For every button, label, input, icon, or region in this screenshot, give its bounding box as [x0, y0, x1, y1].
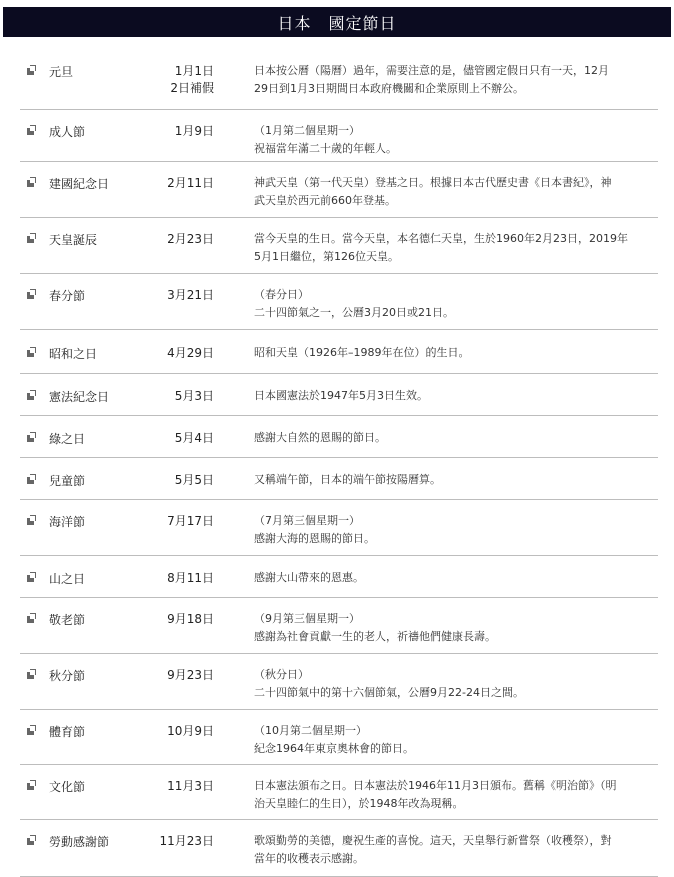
holiday-date [134, 175, 214, 192]
holiday-row [20, 416, 658, 458]
holiday-description-line: 治天皇睦仁的生日），於1948年改為現稱。 [254, 797, 464, 810]
holiday-name: 憲法紀念日 [49, 390, 110, 404]
holiday-date-note: 2日補假 [170, 81, 214, 95]
bullet-icon [27, 177, 38, 188]
holiday-date-main: 1月1日 [174, 64, 214, 78]
holiday-date-main: 11月3日 [167, 779, 214, 793]
holiday-description [254, 62, 654, 98]
holiday-row [20, 500, 658, 556]
page-title: 日本 國定節日 [277, 13, 397, 33]
holiday-description [254, 122, 654, 158]
holiday-description [254, 387, 654, 405]
bullet-icon [27, 65, 38, 76]
holiday-date-main: 11月23日 [159, 834, 214, 848]
bullet-icon [27, 125, 38, 136]
holiday-date [134, 345, 214, 362]
holiday-description-line: 祝福當年滿二十歲的年輕人。 [254, 142, 397, 155]
holiday-description-line: 日本憲法頒布之日。日本憲法於1946年11月3日頒布。舊稱《明治節》（明 [254, 779, 617, 792]
holiday-date [134, 833, 214, 850]
holiday-row [20, 50, 658, 110]
bullet-icon [27, 289, 38, 300]
holiday-description [254, 722, 654, 758]
bullet-icon [27, 474, 38, 485]
holiday-name: 昭和之日 [49, 347, 98, 361]
holiday-name: 體育節 [49, 725, 86, 739]
bullet-icon [27, 572, 38, 583]
holiday-description-line: 昭和天皇（1926年–1989年在位）的生日。 [254, 346, 470, 359]
holiday-date [134, 472, 214, 489]
bullet-icon [27, 390, 38, 401]
holiday-name: 秋分節 [49, 669, 86, 683]
holiday-description [254, 286, 654, 322]
holiday-date [134, 287, 214, 304]
holiday-date [134, 430, 214, 447]
bullet-icon [27, 780, 38, 791]
holiday-date-main: 5月5日 [174, 473, 214, 487]
holiday-description [254, 569, 654, 587]
holiday-date [134, 723, 214, 740]
holiday-row [20, 598, 658, 654]
holiday-date [134, 123, 214, 140]
holiday-date-main: 10月9日 [167, 724, 214, 738]
holiday-description [254, 471, 654, 489]
bullet-icon [27, 835, 38, 846]
holiday-description-line: 日本國憲法於1947年5月3日生效。 [254, 389, 428, 402]
holiday-name: 元旦 [49, 65, 74, 79]
holiday-description-line: 紀念1964年東京奧林會的節日。 [254, 742, 414, 755]
holiday-description [254, 429, 654, 447]
bullet-icon [27, 432, 38, 443]
holiday-name: 勞動感謝節 [49, 835, 110, 849]
holiday-description-line: （7月第三個星期一） [254, 514, 360, 527]
holiday-date [134, 63, 214, 97]
holiday-name: 綠之日 [49, 432, 86, 446]
holiday-row [20, 654, 658, 710]
holiday-row [20, 820, 658, 877]
holiday-description-line: （10月第二個星期一） [254, 724, 367, 737]
holiday-date [134, 611, 214, 628]
holiday-date-main: 2月23日 [167, 232, 214, 246]
holiday-name: 海洋節 [49, 515, 86, 529]
holiday-date-main: 9月18日 [167, 612, 214, 626]
bullet-icon [27, 725, 38, 736]
holiday-name: 山之日 [49, 572, 86, 586]
holiday-date [134, 778, 214, 795]
holiday-description-line: （9月第三個星期一） [254, 612, 360, 625]
holiday-name: 天皇誕辰 [49, 233, 98, 247]
holiday-row [20, 765, 658, 820]
holiday-name: 成人節 [49, 125, 86, 139]
holiday-date [134, 667, 214, 684]
holiday-description [254, 610, 654, 646]
holiday-row [20, 274, 658, 330]
holiday-date-main: 4月29日 [167, 346, 214, 360]
holiday-name: 兒童節 [49, 474, 86, 488]
holiday-description-line: 感謝大自然的恩賜的節日。 [254, 431, 386, 444]
holiday-list [20, 50, 658, 877]
holiday-date-main: 9月23日 [167, 668, 214, 682]
holiday-description-line: 二十四節氣中的第十六個節氣，公曆9月22-24日之間。 [254, 686, 524, 699]
holiday-name: 文化節 [49, 780, 86, 794]
holiday-date-main: 5月4日 [174, 431, 214, 445]
holiday-row [20, 162, 658, 218]
holiday-date-main: 7月17日 [167, 514, 214, 528]
holiday-description-line: 武天皇於西元前660年登基。 [254, 194, 396, 207]
holiday-date-main: 5月3日 [174, 389, 214, 403]
bullet-icon [27, 515, 38, 526]
holiday-date [134, 231, 214, 248]
holiday-description-line: （1月第二個星期一） [254, 124, 360, 137]
holiday-description [254, 174, 654, 210]
holiday-date-main: 2月11日 [167, 176, 214, 190]
holiday-row [20, 110, 658, 162]
holiday-description [254, 512, 654, 548]
bullet-icon [27, 233, 38, 244]
holiday-description-line: 神武天皇（第一代天皇）登基之日。根據日本古代歷史書《日本書紀》，神 [254, 176, 612, 189]
bullet-icon [27, 347, 38, 358]
holiday-description-line: 感謝大山帶來的恩惠。 [254, 571, 364, 584]
holiday-date-main: 1月9日 [174, 124, 214, 138]
holiday-description-line: 歌頌勤勞的美德，慶祝生產的喜悅。這天，天皇舉行新嘗祭（收穫祭），對 [254, 834, 612, 847]
holiday-description-line: 29日到1月3日期間日本政府機關和企業原則上不辦公。 [254, 82, 524, 95]
holiday-description-line: 感謝大海的恩賜的節日。 [254, 532, 375, 545]
holiday-name: 建國紀念日 [49, 177, 110, 191]
holiday-description [254, 777, 654, 813]
holiday-description [254, 344, 654, 362]
holiday-description-line: （秋分日） [254, 668, 309, 681]
holiday-description-line: 又稱端午節，日本的端午節按陽曆算。 [254, 473, 441, 486]
holiday-description [254, 666, 654, 702]
bullet-icon [27, 669, 38, 680]
holiday-description-line: 日本按公曆（陽曆）過年，需要注意的是，儘管國定假日只有一天，12月 [254, 64, 609, 77]
holiday-description-line: 感謝為社會貢獻一生的老人，祈禱他們健康長壽。 [254, 630, 496, 643]
holiday-row [20, 374, 658, 416]
holiday-description [254, 230, 654, 266]
holiday-description-line: 5月1日繼位，第126位天皇。 [254, 250, 399, 263]
holiday-row [20, 710, 658, 765]
holiday-date [134, 570, 214, 587]
holiday-date [134, 388, 214, 405]
holiday-name: 敬老節 [49, 613, 86, 627]
page-header [3, 7, 671, 37]
holiday-date-main: 8月11日 [167, 571, 214, 585]
holiday-date [134, 513, 214, 530]
holiday-row [20, 556, 658, 598]
holiday-description-line: （春分日） [254, 288, 309, 301]
holiday-row [20, 330, 658, 374]
holiday-date-main: 3月21日 [167, 288, 214, 302]
holiday-description-line: 當今天皇的生日。當今天皇，本名德仁天皇，生於1960年2月23日，2019年 [254, 232, 628, 245]
holiday-row [20, 218, 658, 274]
holiday-description [254, 832, 654, 868]
bullet-icon [27, 613, 38, 624]
holiday-name: 春分節 [49, 289, 86, 303]
holiday-row [20, 458, 658, 500]
holiday-description-line: 二十四節氣之一，公曆3月20日或21日。 [254, 306, 454, 319]
holiday-description-line: 當年的收穫表示感謝。 [254, 852, 364, 865]
